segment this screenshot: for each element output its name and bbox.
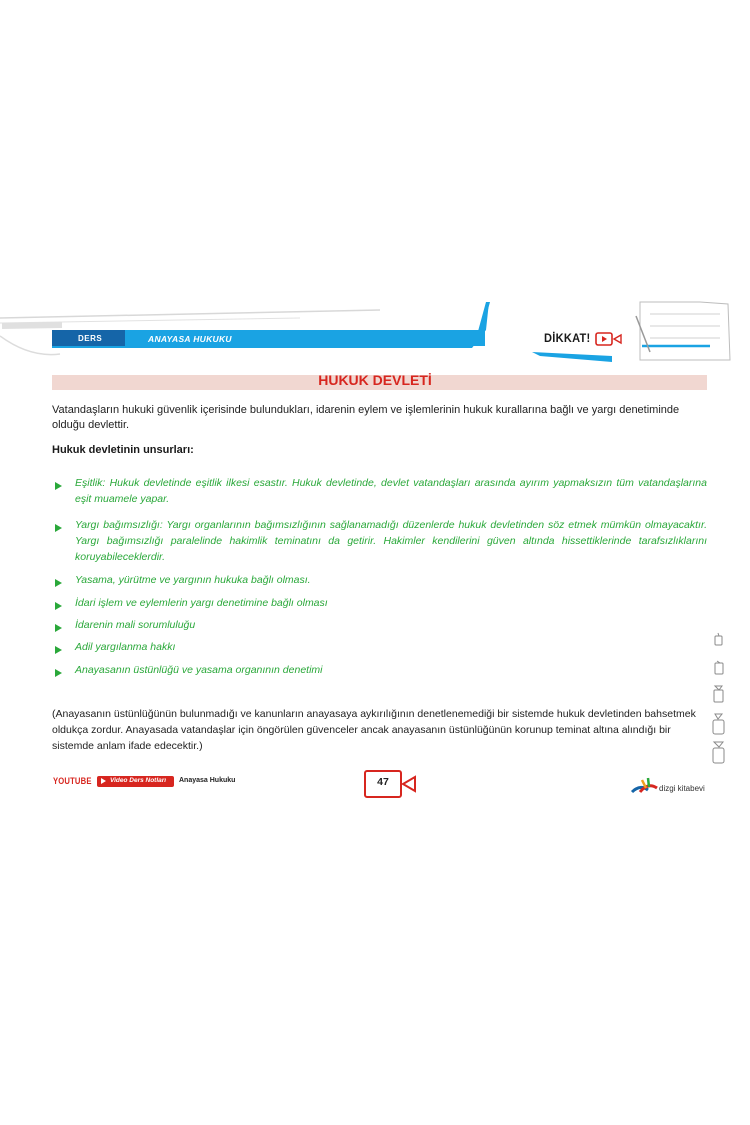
- play-icon: [101, 778, 106, 784]
- chapter-header: [0, 296, 750, 366]
- bullet-arrow-icon: [55, 482, 62, 490]
- youtube-label[interactable]: YOUTUBE: [53, 776, 92, 786]
- bullet-arrow-icon: [55, 646, 62, 654]
- list-item-text: Eşitlik: Hukuk devletinde eşitlik ilkesi esastır. Hukuk devletinde, devlet vatandaşları arasında ayırım yapmaksızın tüm vatandaşlarına eşit muamele yapar.: [75, 477, 707, 505]
- play-video-icon[interactable]: [595, 331, 623, 347]
- list-item-text: Yasama, yürütme ve yargının hukuka bağlı olması.: [75, 574, 311, 586]
- list-item-text: Yargı bağımsızlığı: Yargı organlarının bağımsızlığının sağlanamadığı düzenlerde hukuk devletinden söz etmek mümkün olmayacaktır. Yargı bağımsızlığı paralelinde hakimlik teminatını da getirir. Hakimler kendilerini güven altında hissettiklerinde tarafsızlıklarını koruyabileceklerdir.: [75, 519, 707, 563]
- header-graphics: [0, 296, 750, 366]
- page-number: 47: [377, 776, 389, 788]
- bullet-arrow-icon: [55, 524, 62, 532]
- attention-label: DİKKAT!: [544, 331, 591, 345]
- bullet-arrow-icon: [55, 602, 62, 610]
- bullet-arrow-icon: [55, 669, 62, 677]
- list-item-text: İdari işlem ve eylemlerin yargı denetimine bağlı olması: [75, 597, 328, 609]
- bullet-arrow-icon: [55, 624, 62, 632]
- list-item-text: Anayasanın üstünlüğü ve yasama organının denetimi: [75, 664, 323, 676]
- section-label: DERS: [78, 334, 103, 343]
- intro-paragraph: Vatandaşların hukuki güvenlik içerisinde bulundukları, idarenin eylem ve işlemlerinin hukuk kurallarına bağlı ve yargı denetiminde olduğu devlettir.: [52, 404, 680, 431]
- bullet-arrow-icon: [55, 579, 62, 587]
- list-item-text: Adil yargılanma hakkı: [75, 641, 176, 653]
- video-notes-label: Video Ders Notları: [110, 777, 167, 784]
- topic-label: ANAYASA HUKUKU: [148, 334, 232, 344]
- subheading: Hukuk devletinin unsurları:: [52, 444, 194, 456]
- closing-paragraph: (Anayasanın üstünlüğünün bulunmadığı ve kanunların anayasaya aykırılığının denetlenemediği bir sistemde hukuk devletinden bahsetmek oldukça zordur. Anayasada vatandaşlar için öngörülen güvenceler ancak anayasanın üstünlüğünün korunup teminat altına alındığı bir sistemde anlam ifade edecektir.): [52, 708, 696, 752]
- publisher-name: dizgi kitabevi: [659, 784, 705, 793]
- side-margin-icons: [711, 631, 731, 767]
- list-item-text: İdarenin mali sorumluluğu: [75, 619, 196, 631]
- footer-topic: Anayasa Hukuku: [179, 777, 236, 784]
- page-arrow-icon: [401, 774, 417, 794]
- page-title: HUKUK DEVLETİ: [318, 372, 432, 388]
- publisher-logo-icon: [630, 776, 660, 798]
